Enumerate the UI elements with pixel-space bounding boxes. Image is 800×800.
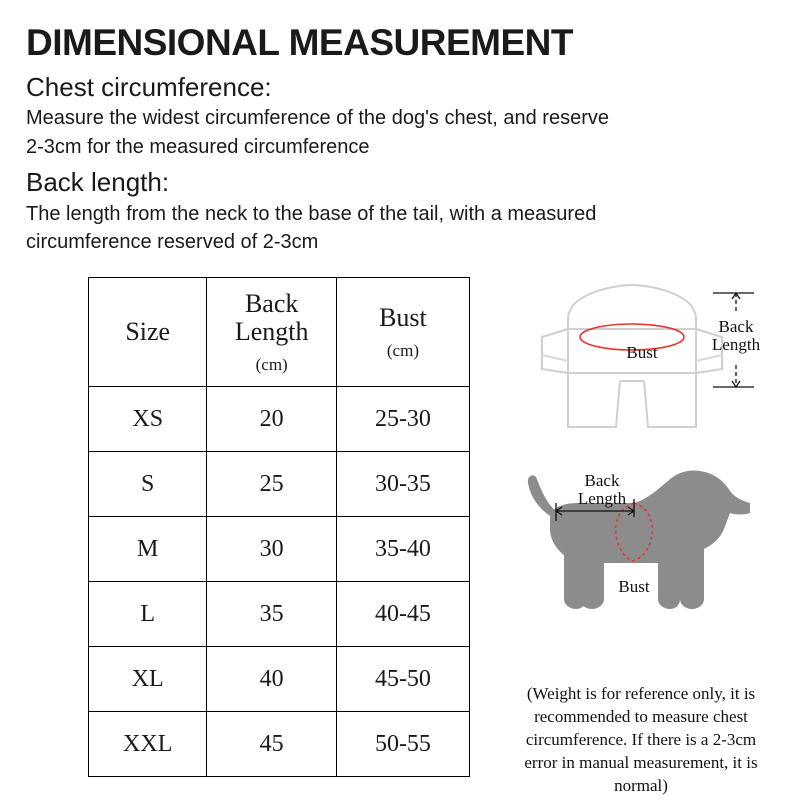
table-row (89, 647, 470, 712)
figure-dog-suit (508, 277, 774, 437)
column-header-bust (336, 278, 469, 387)
table-row (89, 582, 470, 647)
cell-size: XL (89, 647, 207, 712)
figure-dog-silhouette (508, 459, 774, 669)
cell-back-length: 20 (207, 387, 336, 452)
cell-bust: 50-55 (336, 712, 469, 777)
cell-size: S (89, 452, 207, 517)
column-header-bust-unit: (cm) (386, 340, 419, 360)
section-back-length (26, 166, 774, 255)
column-header-back-length-unit: (cm) (255, 355, 288, 374)
dog-bust-label: Bust (618, 577, 650, 597)
reference-note: (Weight is for reference only, it is recommended to measure chest circumference. If there is a 2-3cm error in manual measurement, it is normal) (524, 684, 758, 796)
cell-bust: 30-35 (336, 452, 469, 517)
cell-size: XS (89, 387, 207, 452)
table-row (89, 517, 470, 582)
size-table (88, 277, 470, 777)
table-body (89, 387, 470, 777)
section-body-line: Measure the widest circumference of the dog's chest, and reserve (26, 107, 609, 130)
section-heading: Back length: (26, 167, 170, 198)
suit-back-length-label-line2: Length (711, 335, 761, 355)
section-chest-circumference (26, 71, 774, 160)
column-header-size-label: Size (125, 317, 171, 347)
cell-bust: 25-30 (336, 387, 469, 452)
cell-bust: 40-45 (336, 582, 469, 647)
suit-bust-label: Bust (626, 343, 658, 363)
size-table-wrapper (88, 277, 470, 798)
section-body-line: The length from the neck to the base of the tail, with a measured (26, 202, 597, 225)
table-row (89, 452, 470, 517)
cell-back-length: 30 (207, 517, 336, 582)
table-header (89, 278, 470, 387)
section-heading: Chest circumference: (26, 71, 272, 102)
column-header-back-length-line1: Back (244, 288, 299, 318)
cell-size: L (89, 582, 207, 647)
section-body-line: 2-3cm for the measured circumference (26, 135, 370, 158)
column-header-back-length (207, 278, 336, 387)
table-header-row (89, 278, 470, 387)
cell-bust: 45-50 (336, 647, 469, 712)
table-row (89, 387, 470, 452)
column-header-bust-label: Bust (379, 303, 427, 333)
cell-back-length: 45 (207, 712, 336, 777)
dog-back-length-label-line1: Back (584, 471, 620, 491)
cell-back-length: 40 (207, 647, 336, 712)
cell-size: XXL (89, 712, 207, 777)
illustrations-column (508, 277, 774, 798)
column-header-size (89, 278, 207, 387)
column-header-back-length-line2: Length (234, 317, 309, 347)
page-title: DIMENSIONAL MEASUREMENT (26, 22, 573, 63)
cell-bust: 35-40 (336, 517, 469, 582)
content-area (26, 277, 774, 798)
table-row (89, 712, 470, 777)
cell-back-length: 25 (207, 452, 336, 517)
suit-back-length-label-line1: Back (718, 317, 754, 337)
dog-back-length-label-line2: Length (577, 489, 627, 509)
section-body-line: circumference reserved of 2-3cm (26, 231, 319, 254)
cell-back-length: 35 (207, 582, 336, 647)
cell-size: M (89, 517, 207, 582)
